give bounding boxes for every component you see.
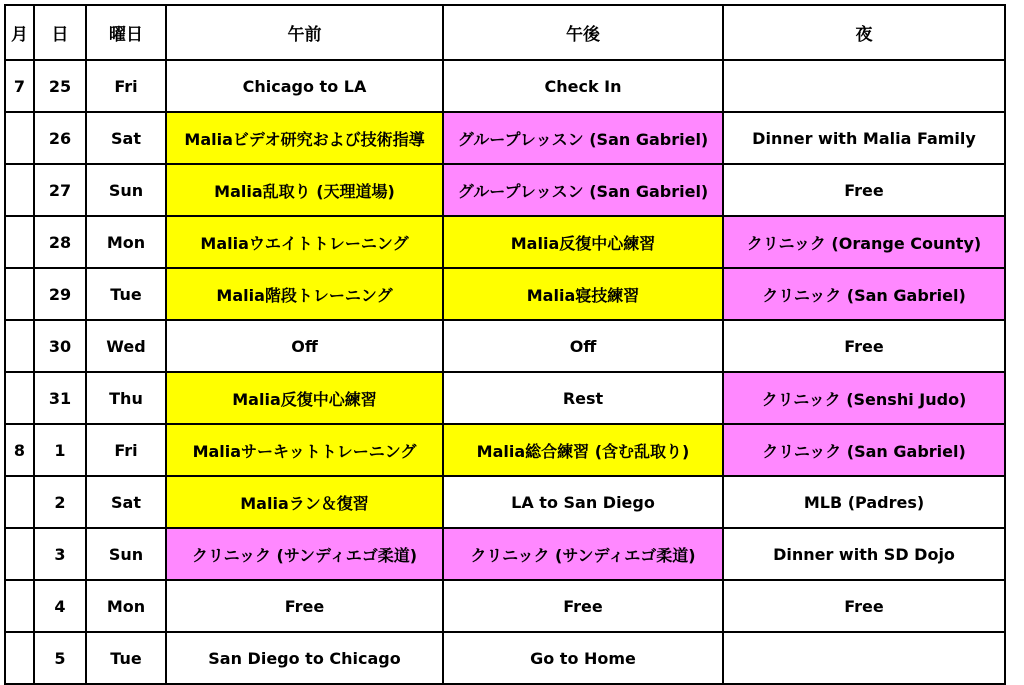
morning-cell: Off (166, 320, 443, 372)
header-weekday: 曜日 (86, 5, 166, 60)
morning-cell: クリニック (サンディエゴ柔道) (166, 528, 443, 580)
afternoon-cell: Rest (443, 372, 723, 424)
table-row (5, 372, 1005, 424)
weekday-cell: Sat (86, 112, 166, 164)
morning-cell: Chicago to LA (166, 60, 443, 112)
month-cell (5, 216, 34, 268)
table-row (5, 632, 1005, 684)
day-cell: 28 (34, 216, 86, 268)
evening-cell: MLB (Padres) (723, 476, 1005, 528)
morning-cell: Maliaビデオ研究および技術指導 (166, 112, 443, 164)
afternoon-cell: Malia寝技練習 (443, 268, 723, 320)
day-cell: 31 (34, 372, 86, 424)
evening-cell: Free (723, 320, 1005, 372)
afternoon-cell: グループレッスン (San Gabriel) (443, 164, 723, 216)
day-cell: 1 (34, 424, 86, 476)
evening-cell: Free (723, 164, 1005, 216)
evening-cell: Dinner with SD Dojo (723, 528, 1005, 580)
table-row (5, 112, 1005, 164)
weekday-cell: Wed (86, 320, 166, 372)
morning-cell: Maliaサーキットトレーニング (166, 424, 443, 476)
morning-cell: Free (166, 580, 443, 632)
header-afternoon: 午後 (443, 5, 723, 60)
afternoon-cell: LA to San Diego (443, 476, 723, 528)
month-cell: 7 (5, 60, 34, 112)
afternoon-cell: Malia総合練習 (含む乱取り) (443, 424, 723, 476)
header-month: 月 (5, 5, 34, 60)
afternoon-cell: Off (443, 320, 723, 372)
afternoon-cell: Free (443, 580, 723, 632)
evening-cell: クリニック (San Gabriel) (723, 268, 1005, 320)
morning-cell: Maliaラン＆復習 (166, 476, 443, 528)
morning-cell: Malia階段トレーニング (166, 268, 443, 320)
morning-cell: Malia乱取り (天理道場) (166, 164, 443, 216)
day-cell: 3 (34, 528, 86, 580)
weekday-cell: Sat (86, 476, 166, 528)
day-cell: 29 (34, 268, 86, 320)
weekday-cell: Mon (86, 216, 166, 268)
table-row (5, 216, 1005, 268)
weekday-cell: Fri (86, 424, 166, 476)
weekday-cell: Fri (86, 60, 166, 112)
day-cell: 4 (34, 580, 86, 632)
schedule-body (5, 60, 1005, 684)
afternoon-cell: Malia反復中心練習 (443, 216, 723, 268)
day-cell: 25 (34, 60, 86, 112)
afternoon-cell: Go to Home (443, 632, 723, 684)
schedule-header (5, 5, 1005, 60)
month-cell (5, 320, 34, 372)
month-cell: 8 (5, 424, 34, 476)
header-row (5, 5, 1005, 60)
weekday-cell: Sun (86, 164, 166, 216)
weekday-cell: Tue (86, 632, 166, 684)
afternoon-cell: クリニック (サンディエゴ柔道) (443, 528, 723, 580)
table-row (5, 60, 1005, 112)
evening-cell: Free (723, 580, 1005, 632)
afternoon-cell: Check In (443, 60, 723, 112)
header-morning: 午前 (166, 5, 443, 60)
month-cell (5, 580, 34, 632)
evening-cell: クリニック (Senshi Judo) (723, 372, 1005, 424)
weekday-cell: Sun (86, 528, 166, 580)
month-cell (5, 372, 34, 424)
month-cell (5, 112, 34, 164)
evening-cell: クリニック (San Gabriel) (723, 424, 1005, 476)
day-cell: 26 (34, 112, 86, 164)
table-row (5, 528, 1005, 580)
table-row (5, 424, 1005, 476)
month-cell (5, 476, 34, 528)
schedule-table (4, 4, 1006, 685)
month-cell (5, 632, 34, 684)
month-cell (5, 528, 34, 580)
evening-cell: クリニック (Orange County) (723, 216, 1005, 268)
weekday-cell: Mon (86, 580, 166, 632)
table-row (5, 164, 1005, 216)
day-cell: 5 (34, 632, 86, 684)
header-day: 日 (34, 5, 86, 60)
month-cell (5, 164, 34, 216)
day-cell: 2 (34, 476, 86, 528)
afternoon-cell: グループレッスン (San Gabriel) (443, 112, 723, 164)
table-row (5, 476, 1005, 528)
evening-cell (723, 60, 1005, 112)
morning-cell: San Diego to Chicago (166, 632, 443, 684)
weekday-cell: Thu (86, 372, 166, 424)
weekday-cell: Tue (86, 268, 166, 320)
morning-cell: Malia反復中心練習 (166, 372, 443, 424)
evening-cell: Dinner with Malia Family (723, 112, 1005, 164)
day-cell: 27 (34, 164, 86, 216)
morning-cell: Maliaウエイトトレーニング (166, 216, 443, 268)
day-cell: 30 (34, 320, 86, 372)
month-cell (5, 268, 34, 320)
table-row (5, 268, 1005, 320)
table-row (5, 320, 1005, 372)
evening-cell (723, 632, 1005, 684)
table-row (5, 580, 1005, 632)
header-evening: 夜 (723, 5, 1005, 60)
